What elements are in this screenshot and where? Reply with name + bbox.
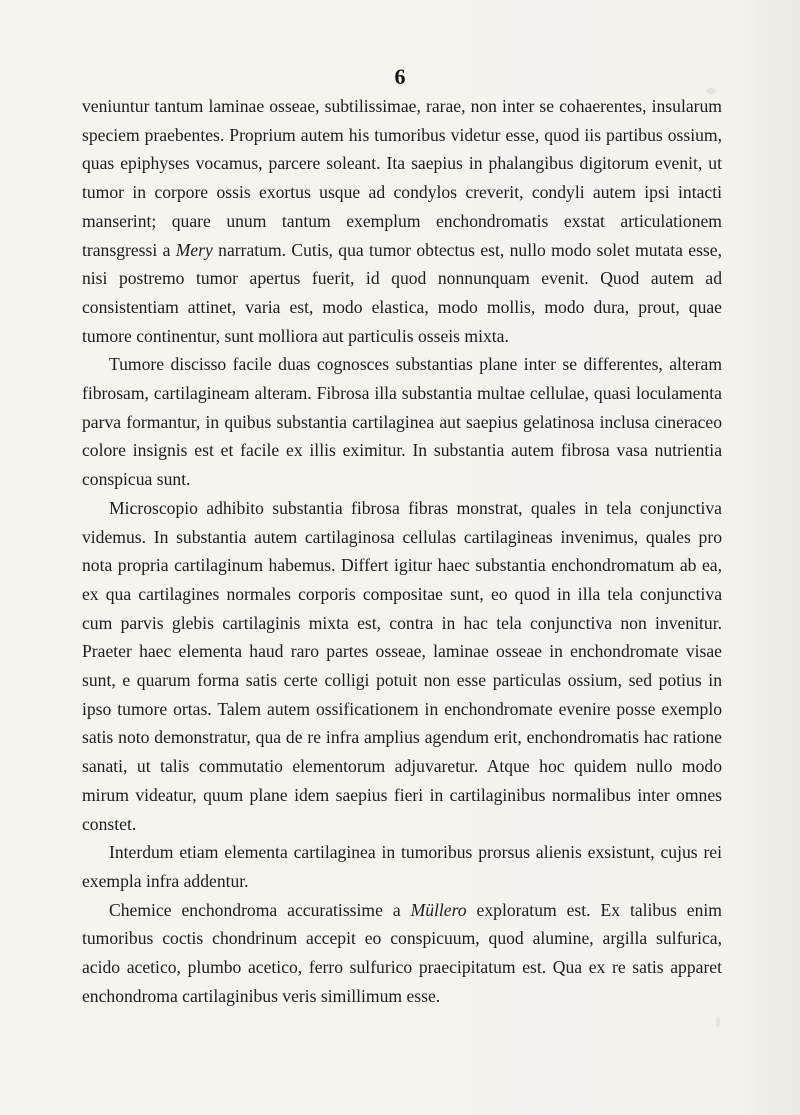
paragraph — [82, 350, 722, 494]
text-run: narratum. Cutis, qua tumor obtectus est, nullo modo solet mutata esse, nisi postremo tumor apertus fuerit, id quod nonnunquam evenit. Quod autem ad consistentiam attinet, varia est, modo elastica, modo mollis, modo dura, prout, quae tumore continentur, sunt molliora aut particulis osseis mixta. — [82, 239, 722, 346]
text-run: exploratum est. Ex talibus enim tumoribus coctis chondrinum accepit eo conspicuum, quod alumine, argilla sulfurica, acido acetico, plumbo acetico, ferro sulfurico praecipitatum est. Qua ex re satis apparet enchondroma cartilaginibus veris simillimum esse. — [82, 899, 722, 1006]
page-number: 6 — [394, 64, 406, 89]
paper-stain — [716, 1016, 720, 1028]
text-run: veniuntur tantum laminae osseae, subtilissimae, rarae, non inter se cohaerentes, insularum speciem praebentes. Proprium autem his tumoribus videtur esse, quod iis partibus ossium, quas epiphyses vocamus, parcere soleant. Ita saepius in phalangibus digitorum evenit, ut tumor in corpore ossis exortus usque ad condylos creverit, condyli autem ipsi intacti manserint; quare unum tantum exemplum enchondromatis exstat articulationem transgressi a — [82, 96, 722, 260]
text-run: Tumore discisso facile duas cognosces substantias plane inter se differentes, alteram fibrosam, cartilagineam alteram. Fibrosa illa substantia multae cellulae, quasi loculamenta parva formantur, in quibus substantia cartilaginea aut saepius gelatinosa inclusa cineraceo colore insignis est et facile ex illis eximitur. In substantia autem fibrosa vasa nutrientia conspicua sunt. — [82, 354, 722, 490]
paragraph — [82, 896, 722, 1011]
text-run: Microscopio adhibito substantia fibrosa fibras monstrat, quales in tela conjunctiva videmus. In substantia autem cartilaginosa cellulas cartilagineas invenimus, quales pro nota propria cartilaginum habemus. Differt igitur haec substantia enchondromatum ab ea, ex qua cartilagines normales corporis compositae sunt, eo quod in illa tela conjunctiva cum parvis glebis cartilaginis mixta est, contra in hac tela conjunctiva non invenitur. Praeter haec elementa haud raro partes osseae, laminae osseae in enchondromate visae sunt, e quarum forma satis certe colligi potuit non esse particulas ossium, sed potius in ipso tumore ortas. Talem autem ossificationem in enchondromate evenire posse exemplo satis noto demonstratur, qua de re infra amplius agendum erit, enchondromatis hac ratione sanati, ut talis commutatio elementorum adjuvaretur. Atque hoc quidem nullo modo mirum videatur, quum plane idem saepius fieri in cartilaginibus normalibus inter omnes constet. — [82, 497, 722, 834]
paragraph — [82, 494, 722, 838]
text-run: Interdum etiam elementa cartilaginea in tumoribus prorsus alienis exsistunt, cujus rei exempla infra addentur. — [82, 842, 722, 891]
body-text — [82, 92, 722, 1011]
paragraph — [82, 838, 722, 895]
text-run: Chemice enchondroma accuratissime a — [109, 899, 411, 920]
paragraph — [82, 92, 722, 350]
author-name-italic: Mery — [175, 239, 213, 260]
author-name-italic: Müllero — [410, 899, 467, 920]
